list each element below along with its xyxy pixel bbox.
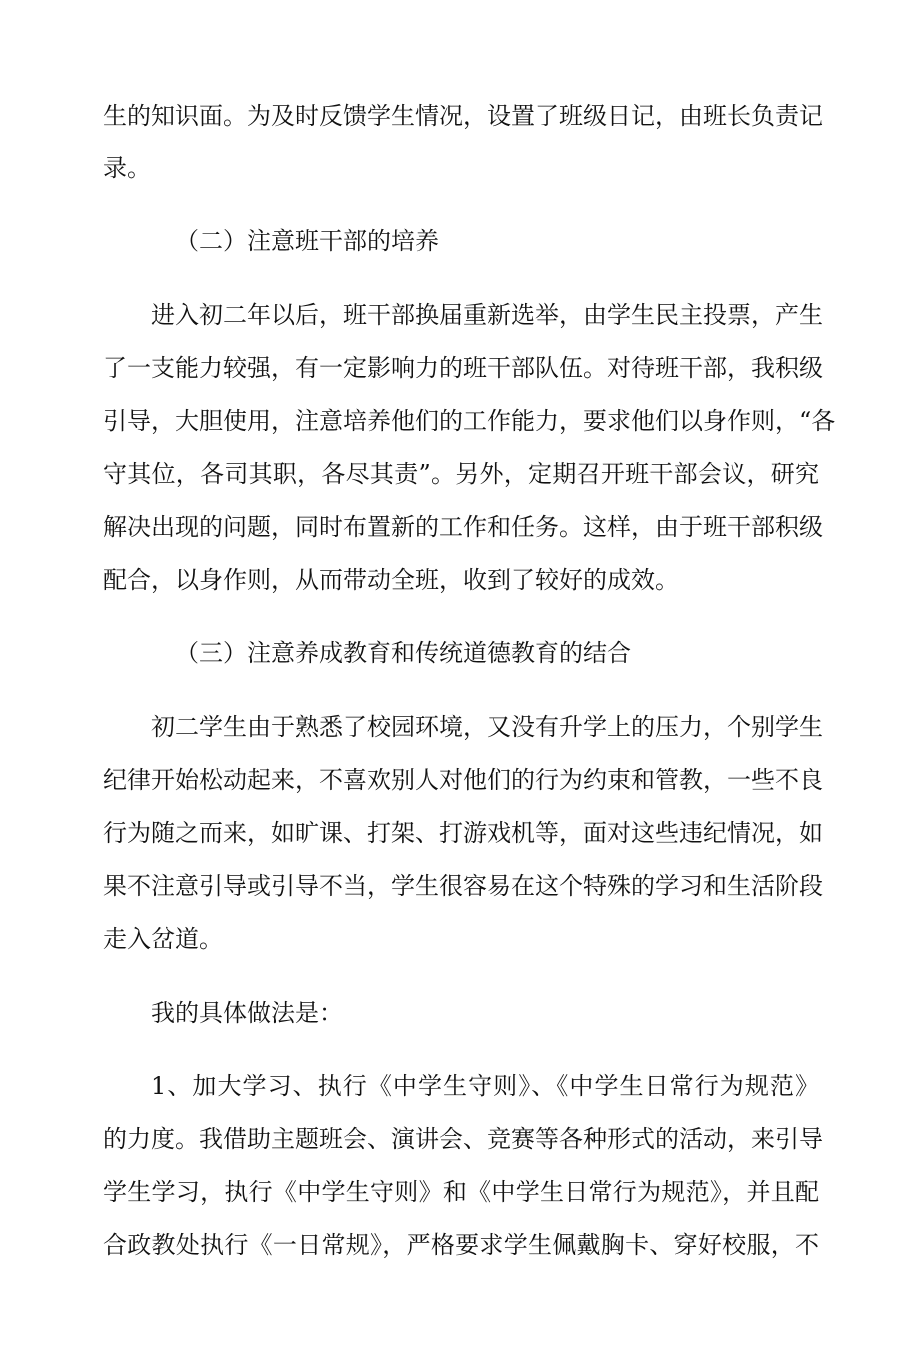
paragraph-line: 了一支能力较强，有一定影响力的班干部队伍。对待班干部，我积级 xyxy=(103,354,823,382)
paragraph-line: 的力度。我借助主题班会、演讲会、竞赛等各种形式的活动，来引导 xyxy=(103,1125,823,1153)
paragraph-line: 进入初二年以后，班干部换届重新选举，由学生民主投票，产生 xyxy=(151,301,823,329)
paragraph-line: 1、加大学习、执行《中学生守则》、《中学生日常行为规范》 xyxy=(151,1072,819,1100)
paragraph-line: 纪律开始松动起来，不喜欢别人对他们的行为约束和管教，一些不良 xyxy=(103,766,823,794)
paragraph-line: 初二学生由于熟悉了校园环境，又没有升学上的压力，个别学生 xyxy=(151,713,823,741)
section-heading: （二）注意班干部的培养 xyxy=(175,227,439,255)
paragraph-line: 生的知识面。为及时反馈学生情况，设置了班级日记，由班长负责记 xyxy=(103,102,823,130)
paragraph-line: 解决出现的问题，同时布置新的工作和任务。这样，由于班干部积级 xyxy=(103,513,823,541)
paragraph-line: 我的具体做法是： xyxy=(151,999,343,1027)
paragraph-line: 走入岔道。 xyxy=(103,925,223,953)
paragraph-line: 果不注意引导或引导不当，学生很容易在这个特殊的学习和生活阶段 xyxy=(103,872,823,900)
paragraph-line: 引导，大胆使用，注意培养他们的工作能力，要求他们以身作则，“各 xyxy=(103,407,836,435)
paragraph-line: 学生学习，执行《中学生守则》和《中学生日常行为规范》，并且配 xyxy=(103,1178,819,1206)
paragraph-line: 配合，以身作则，从而带动全班，收到了较好的成效。 xyxy=(103,566,679,594)
paragraph-line: 行为随之而来，如旷课、打架、打游戏机等，面对这些违纪情况，如 xyxy=(103,819,823,847)
paragraph-line: 合政教处执行《一日常规》，严格要求学生佩戴胸卡、穿好校服，不 xyxy=(103,1231,819,1259)
paragraph-line: 守其位，各司其职，各尽其责”。另外，定期召开班干部会议，研究 xyxy=(103,460,819,488)
paragraph-line: 录。 xyxy=(103,154,151,182)
section-heading: （三）注意养成教育和传统道德教育的结合 xyxy=(175,639,631,667)
